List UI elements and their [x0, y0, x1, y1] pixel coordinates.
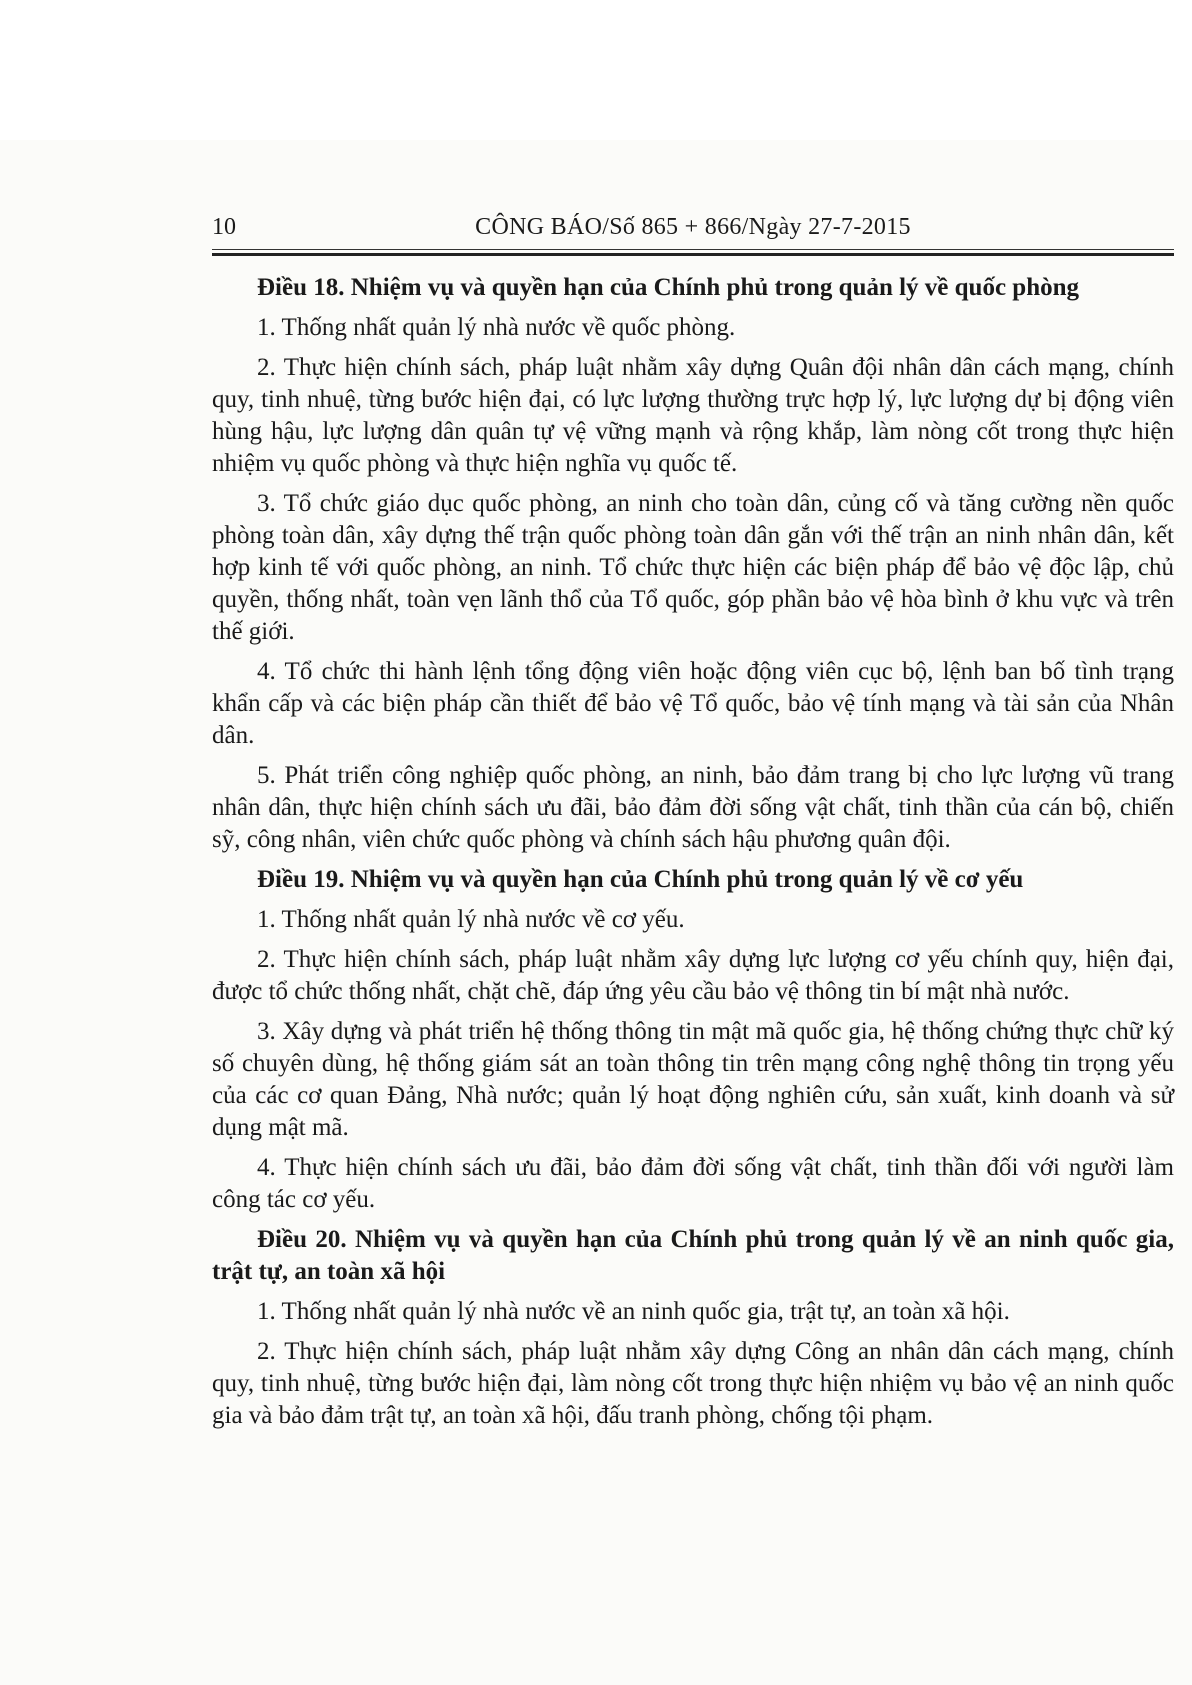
article-18-item-4: 4. Tổ chức thi hành lệnh tổng động viên hoặc động viên cục bộ, lệnh ban bố tình trạng khẩn cấp và các biện pháp cần thiết để bảo vệ Tổ quốc, bảo vệ tính mạng và tài sản của Nhân dân. — [212, 658, 1174, 749]
gazette-title: CÔNG BÁO/Số 865 + 866/Ngày 27-7-2015 — [475, 214, 911, 240]
article-18-heading: Điều 18. Nhiệm vụ và quyền hạn của Chính phủ trong quản lý về quốc phòng — [257, 274, 1080, 301]
article-18-item-2: 2. Thực hiện chính sách, pháp luật nhằm xây dựng Quân đội nhân dân cách mạng, chính quy, tinh nhuệ, từng bước hiện đại, có lực lượng thường trực hợp lý, lực lượng dự bị động viên hùng hậu, lực lượng dân quân tự vệ vững mạnh và rộng khắp, làm nòng cốt trong thực hiện nhiệm vụ quốc phòng và thực hiện nghĩa vụ quốc tế. — [212, 354, 1174, 477]
article-20-item-2: 2. Thực hiện chính sách, pháp luật nhằm xây dựng Công an nhân dân cách mạng, chính quy, tinh nhuệ, từng bước hiện đại, làm nòng cốt trong thực hiện nhiệm vụ bảo vệ an ninh quốc gia và bảo đảm trật tự, an toàn xã hội, đấu tranh phòng, chống tội phạm. — [212, 1338, 1174, 1429]
article-18-item-3: 3. Tổ chức giáo dục quốc phòng, an ninh cho toàn dân, củng cố và tăng cường nền quốc phòng toàn dân, xây dựng thế trận quốc phòng toàn dân gắn với thế trận an ninh nhân dân, kết hợp kinh tế với quốc phòng, an ninh. Tổ chức thực hiện các biện pháp để bảo vệ độc lập, chủ quyền, thống nhất, toàn vẹn lãnh thổ của Tổ quốc, góp phần bảo vệ hòa bình ở khu vực và trên thế giới. — [212, 490, 1174, 645]
article-20-item-1: 1. Thống nhất quản lý nhà nước về an ninh quốc gia, trật tự, an toàn xã hội. — [257, 1298, 1010, 1325]
article-19-item-1: 1. Thống nhất quản lý nhà nước về cơ yếu. — [257, 906, 685, 933]
article-18-item-1: 1. Thống nhất quản lý nhà nước về quốc phòng. — [257, 314, 736, 341]
article-19-item-2: 2. Thực hiện chính sách, pháp luật nhằm xây dựng lực lượng cơ yếu chính quy, hiện đại, được tổ chức thống nhất, chặt chẽ, đáp ứng yêu cầu bảo vệ thông tin bí mật nhà nước. — [212, 946, 1174, 1005]
article-19-item-3: 3. Xây dựng và phát triển hệ thống thông tin mật mã quốc gia, hệ thống chứng thực chữ ký số chuyên dùng, hệ thống giám sát an toàn thông tin trên mạng công nghệ thông tin trọng yếu của các cơ quan Đảng, Nhà nước; quản lý hoạt động nghiên cứu, sản xuất, kinh doanh và sử dụng mật mã. — [212, 1018, 1174, 1141]
article-20-heading: Điều 20. Nhiệm vụ và quyền hạn của Chính phủ trong quản lý về an ninh quốc gia, trật tự, an toàn xã hội — [212, 1226, 1174, 1285]
article-19-heading: Điều 19. Nhiệm vụ và quyền hạn của Chính phủ trong quản lý về cơ yếu — [257, 866, 1024, 893]
page-header — [212, 210, 1174, 250]
document-body — [212, 272, 1174, 1440]
article-18-item-5: 5. Phát triển công nghiệp quốc phòng, an ninh, bảo đảm trang bị cho lực lượng vũ trang nhân dân, thực hiện chính sách ưu đãi, bảo đảm đời sống vật chất, tinh thần của cán bộ, chiến sỹ, công nhân, viên chức quốc phòng và chính sách hậu phương quân đội. — [212, 762, 1174, 853]
article-19-item-4: 4. Thực hiện chính sách ưu đãi, bảo đảm đời sống vật chất, tinh thần đối với người làm công tác cơ yếu. — [212, 1154, 1174, 1213]
header-rule-thick — [212, 253, 1174, 256]
header-rule-thin — [212, 249, 1174, 250]
page-number: 10 — [212, 214, 236, 240]
